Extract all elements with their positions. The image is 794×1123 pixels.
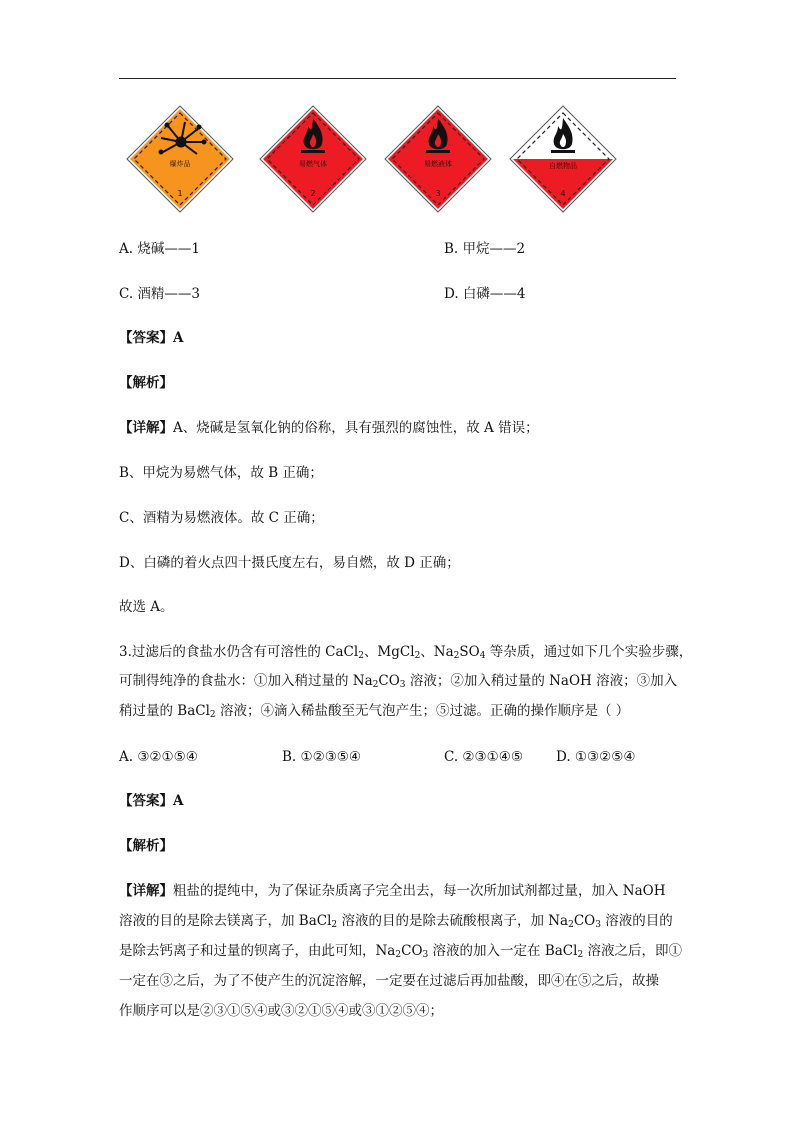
q2-option-b: B. 甲烷——2	[444, 241, 526, 257]
q3-stem-line-1: 3.过滤后的食盐水仍含有可溶性的 CaCl$_2$、MgCl$_2$、$Na_2SO_4$ 等杂质，通过如下几个实验步骤，	[119, 644, 693, 661]
q3-detail-line-2: 溶液的目的是除去镁离子，加 BaCl$_2$ 溶液的目的是除去硫酸根离子，加 $Na_2CO_3$ 溶液的目的	[119, 913, 673, 930]
flammable-gas-sign	[258, 104, 368, 214]
q2-conclusion: 故选 A。	[119, 599, 174, 615]
q2-option-c: C. 酒精——3	[119, 286, 201, 302]
q3-option-b: B. ①②③⑤④	[282, 749, 362, 765]
q3-option-d: D. ①③②⑤④	[556, 749, 636, 765]
q3-option-a: A. ③②①⑤④	[119, 749, 198, 765]
sign-4-label: 自燃物品	[549, 162, 577, 170]
q2-analysis-heading: 【解析】	[119, 375, 173, 391]
q2-detail-1: A、烧碱是氢氧化钠的俗称，具有强烈的腐蚀性，故 A 错误；	[173, 420, 539, 436]
q2-answer: 【答案】A	[119, 330, 184, 346]
q2-option-d: D. 白磷——4	[444, 286, 526, 302]
q2-detail-tag: 【详解】	[119, 420, 173, 436]
q3-detail-line-3: 是除去钙离子和过量的钡离子，由此可知，$Na_2CO_3$ 溶液的加入一定在 BaCl$_2$ 溶液之后，即①	[119, 943, 682, 960]
q3-analysis-heading: 【解析】	[119, 838, 173, 854]
sign-1-label: 爆炸品	[169, 160, 191, 168]
q3-detail-line-4: 一定在③之后，为了不使产生的沉淀溶解，一定要在过滤后再加盐酸，即④在⑤之后，故操	[119, 973, 659, 989]
flammable-liquid-sign	[383, 104, 493, 214]
q3-stem-line-3: 稍过量的 BaCl$_2$ 溶液；④滴入稀盐酸至无气泡产生；⑤过滤。正确的操作顺序是（ ）	[119, 703, 630, 720]
spontaneous-combustion-sign	[508, 104, 618, 214]
q2-detail-2: B、甲烷为易燃气体，故 B 正确；	[119, 465, 323, 481]
q2-detail-3: C、酒精为易燃液体。故 C 正确；	[119, 510, 324, 526]
sign-2-number: 2	[310, 189, 316, 198]
q3-detail-line-1: 【详解】粗盐的提纯中，为了保证杂质离子完全出去，每一次所加试剂都过量，加入 NaOH	[119, 883, 666, 899]
sign-4-number: 4	[560, 189, 566, 198]
q3-detail-line-5: 作顺序可以是②③①⑤④或③②①⑤④或③①②⑤④；	[119, 1003, 443, 1019]
q2-option-a: A. 烧碱——1	[119, 241, 200, 257]
sign-2-label: 易燃气体	[299, 160, 327, 168]
sign-3-label: 易燃液体	[424, 160, 452, 168]
hazard-signs	[125, 104, 685, 214]
header-rule	[119, 78, 676, 79]
q3-option-c: C. ②③①④⑤	[444, 749, 523, 765]
explosive-sign	[125, 104, 235, 214]
sign-3-number: 3	[435, 189, 441, 198]
sign-1-number: 1	[177, 189, 183, 198]
q2-detail-4: D、白磷的着火点四十摄氏度左右，易自燃，故 D 正确；	[119, 555, 460, 571]
q3-stem-line-2: 可制得纯净的食盐水：①加入稍过量的 $Na_2CO_3$ 溶液；②加入稍过量的 NaOH 溶液；③加入	[119, 673, 678, 690]
q2-detail-line-1	[119, 418, 539, 438]
q3-answer: 【答案】A	[119, 793, 184, 809]
